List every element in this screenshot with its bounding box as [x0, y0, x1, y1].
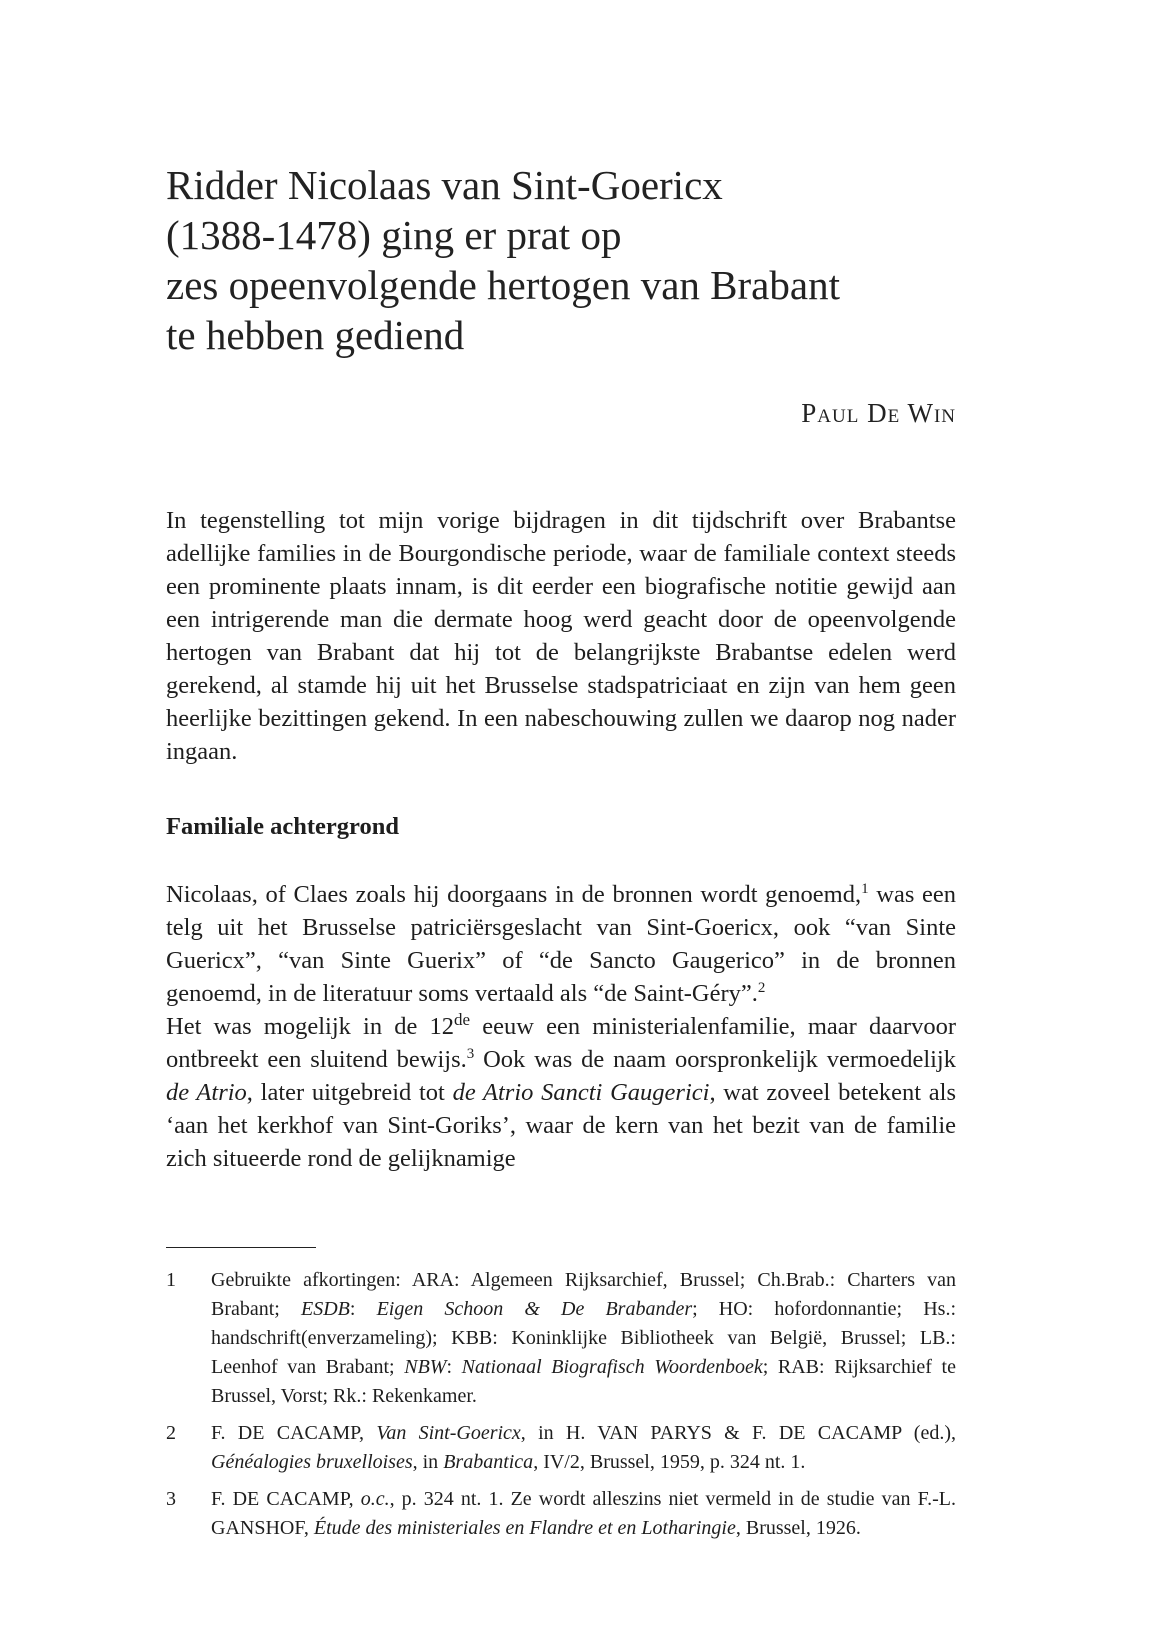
footnotes [166, 1266, 956, 1551]
footnote-number: 2 [166, 1422, 176, 1444]
footnote: 2 F. DE CACAMP, Van Sint-Goericx, in H. VAN PARYS & F. DE CACAMP (ed.), Généalogies bruxelloises, in Brabantica, IV/2, Brussel, 1959, p. 324 nt. 1. [166, 1419, 956, 1477]
footnote: 1 Gebruikte afkortingen: ARA: Algemeen Rijksarchief, Brussel; Ch.Brab.: Charters van Brabant; ESDB: Eigen Schoon & De Brabander; HO: hofordonnantie; Hs.: handschrift(enverzameling); KBB: Koninklijke Bibliotheek van België, Brussel; LB.: Leenhof van Brabant; NBW: Nationaal Biografisch Woordenboek; RAB: Rijksarchief te Brussel, Vorst; Rk.: Rekenkamer. [166, 1266, 956, 1411]
title-line: Ridder Nicolaas van Sint-Goericx [166, 162, 723, 208]
section-heading: Familiale achtergrond [166, 813, 399, 840]
body-text [166, 878, 956, 1175]
article-title [166, 160, 956, 360]
intro-paragraph: In tegenstelling tot mijn vorige bijdragen in dit tijdschrift over Brabantse adellijke families in de Bourgondische periode, waar de familiale context steeds een prominente plaats innam, is dit eerder een biografische notitie gewijd aan een intrigerende man die dermate hoog werd geacht door de opeenvolgende hertogen van Brabant dat hij tot de belangrijkste Brabantse edelen werd gerekend, al stamde hij uit het Brusselse stadspatriciaat en zijn van hem geen heerlijke bezittingen gekend. In een nabeschouwing zullen we daarop nog nader ingaan. [166, 507, 956, 765]
footnote-number: 1 [166, 1269, 176, 1291]
author-name: Paul De Win [801, 398, 956, 428]
footnote-ref[interactable]: 3 [466, 1046, 475, 1062]
footnote-ref[interactable]: 1 [861, 881, 869, 897]
footnote: 3 F. DE CACAMP, o.c., p. 324 nt. 1. Ze wordt alleszins niet vermeld in de studie van F.-L. GANSHOF, Étude des ministeriales en Flandre et en Lotharingie, Brussel, 1926. [166, 1485, 956, 1543]
body-paragraph: Nicolaas, of Claes zoals hij doorgaans in de bronnen wordt genoemd,$^1$ was een telg uit het Brusselse patriciërsgeslacht van Sint-Goericx, ook “van Sinte Guericx”, “van Sinte Guerix” of “de Sancto Gaugerico” in de bronnen genoemd, in de literatuur soms vertaald als “de Saint-Géry”.$^2$ [166, 881, 956, 1007]
ordinal-suffix: de [454, 1010, 471, 1029]
title-line: (1388-1478) ging er prat op [166, 212, 622, 258]
footnote-number: 3 [166, 1488, 176, 1510]
footnote-divider [166, 1247, 316, 1248]
title-line: zes opeenvolgende hertogen van Brabant [166, 262, 840, 308]
footnote-ref[interactable]: 2 [757, 980, 766, 996]
body-paragraph: Het was mogelijk in de 12de eeuw een ministerialenfamilie, maar daarvoor ontbreekt een sluitend bewijs.$^3$ Ook was de naam oorspronkelijk vermoedelijk de Atrio, later uitgebreid tot de Atrio Sancti Gaugerici, wat zoveel betekent als ‘aan het kerkhof van Sint-Goriks’, waar de kern van het bezit van de familie zich situeerde rond de gelijknamige [166, 1010, 957, 1172]
title-line: te hebben gediend [166, 312, 465, 358]
